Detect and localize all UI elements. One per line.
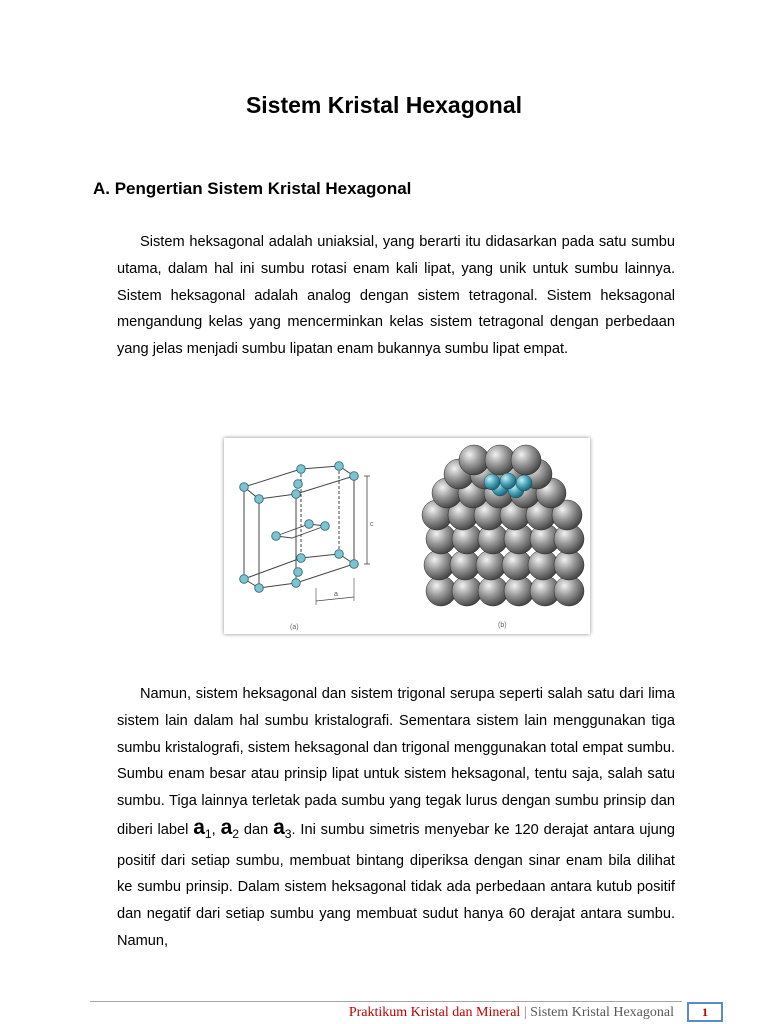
page-title: Sistem Kristal Hexagonal — [245, 92, 523, 118]
highlighted-atom — [516, 475, 532, 491]
sphere — [459, 445, 489, 475]
comma: , — [211, 821, 221, 838]
paragraph-2-part1: Namun, sistem heksagonal dan sistem trigonal serupa seperti salah satu dari lima sistem lain dalam hal sumbu kristalografi. Sementara sistem lain menggunakan tiga sumbu kristalografi, sistem heksagonal dan trigonal menggunakan total empat sumbu. Sumbu enam besar atau prinsip lipat untuk sistem heksagonal, tentu saja, salah satu sumbu. Tiga lainnya terletak pada sumbu yang tegak lurus dengan sumbu prinsip dan diberi label — [117, 686, 675, 838]
sphere — [424, 550, 454, 580]
footer-course: Praktikum Kristal dan Mineral — [348, 1005, 521, 1020]
axis-a1-subscript: 1 — [204, 826, 212, 841]
sphere — [452, 576, 482, 606]
highlighted-atom — [484, 474, 500, 490]
section-heading: A. Pengertian Sistem Kristal Hexagonal — [93, 179, 412, 198]
axis-a3-subscript: 3 — [284, 826, 292, 841]
atom-markers — [240, 462, 359, 593]
crystal-figure — [224, 438, 590, 634]
figure-label-a: (a) — [290, 624, 299, 631]
sphere — [554, 576, 584, 606]
sphere — [504, 576, 534, 606]
sphere — [502, 550, 532, 580]
figure-label-b: (b) — [498, 622, 507, 629]
axis-a3-symbol: a — [273, 815, 285, 839]
axis-a2-symbol: a — [220, 815, 233, 839]
paragraph-2-part2: . Ini sumbu simetris menyebar ke 120 derajat antara ujung positif dari setiap sumbu, membuat bintang diperiksa dengan sinar enam bila dilihat ke sumbu prinsip. Dalam sistem heksagonal tidak ada perbedaan antara kutub positif dan negatif dari setiap sumbu yang membuat sudut hanya 60 derajat antara sumbu. Namun, — [117, 821, 676, 950]
axis-a2-subscript: 2 — [232, 826, 240, 841]
footer-chapter: Sistem Kristal Hexagonal — [530, 1005, 674, 1020]
sphere — [478, 576, 508, 606]
and-word: dan — [239, 821, 274, 838]
sphere — [528, 550, 558, 580]
sphere-packing-model — [422, 445, 584, 606]
paragraph-2 — [117, 681, 675, 955]
dimension-a-label: a — [334, 591, 338, 598]
axis-a1-symbol: a — [193, 815, 205, 839]
unit-cell-diagram — [244, 466, 370, 605]
page-number: 1 — [687, 1002, 723, 1022]
footer-separator: | — [520, 1005, 531, 1020]
paragraph-1: Sistem heksagonal adalah uniaksial, yang berarti itu didasarkan pada satu sumbu utama, dalam hal ini sumbu rotasi enam kali lipat, yang unik untuk sumbu lainnya. Sistem heksagonal adalah analog dengan sistem tetragonal. Sistem heksagonal mengandung kelas yang mencerminkan kelas sistem tetragonal dengan perbedaan yang jelas menjadi sumbu lipatan enam bukannya sumbu lipat empat. — [117, 234, 675, 358]
sphere — [426, 576, 456, 606]
dimension-c-label: c — [370, 521, 374, 528]
running-footer — [349, 1005, 674, 1021]
sphere — [554, 550, 584, 580]
sphere — [450, 550, 480, 580]
sphere — [485, 445, 515, 475]
sphere — [511, 445, 541, 475]
footer-divider — [90, 1001, 682, 1002]
highlighted-atom — [500, 473, 516, 489]
sphere — [476, 550, 506, 580]
crystal-figure-svg — [224, 438, 590, 634]
